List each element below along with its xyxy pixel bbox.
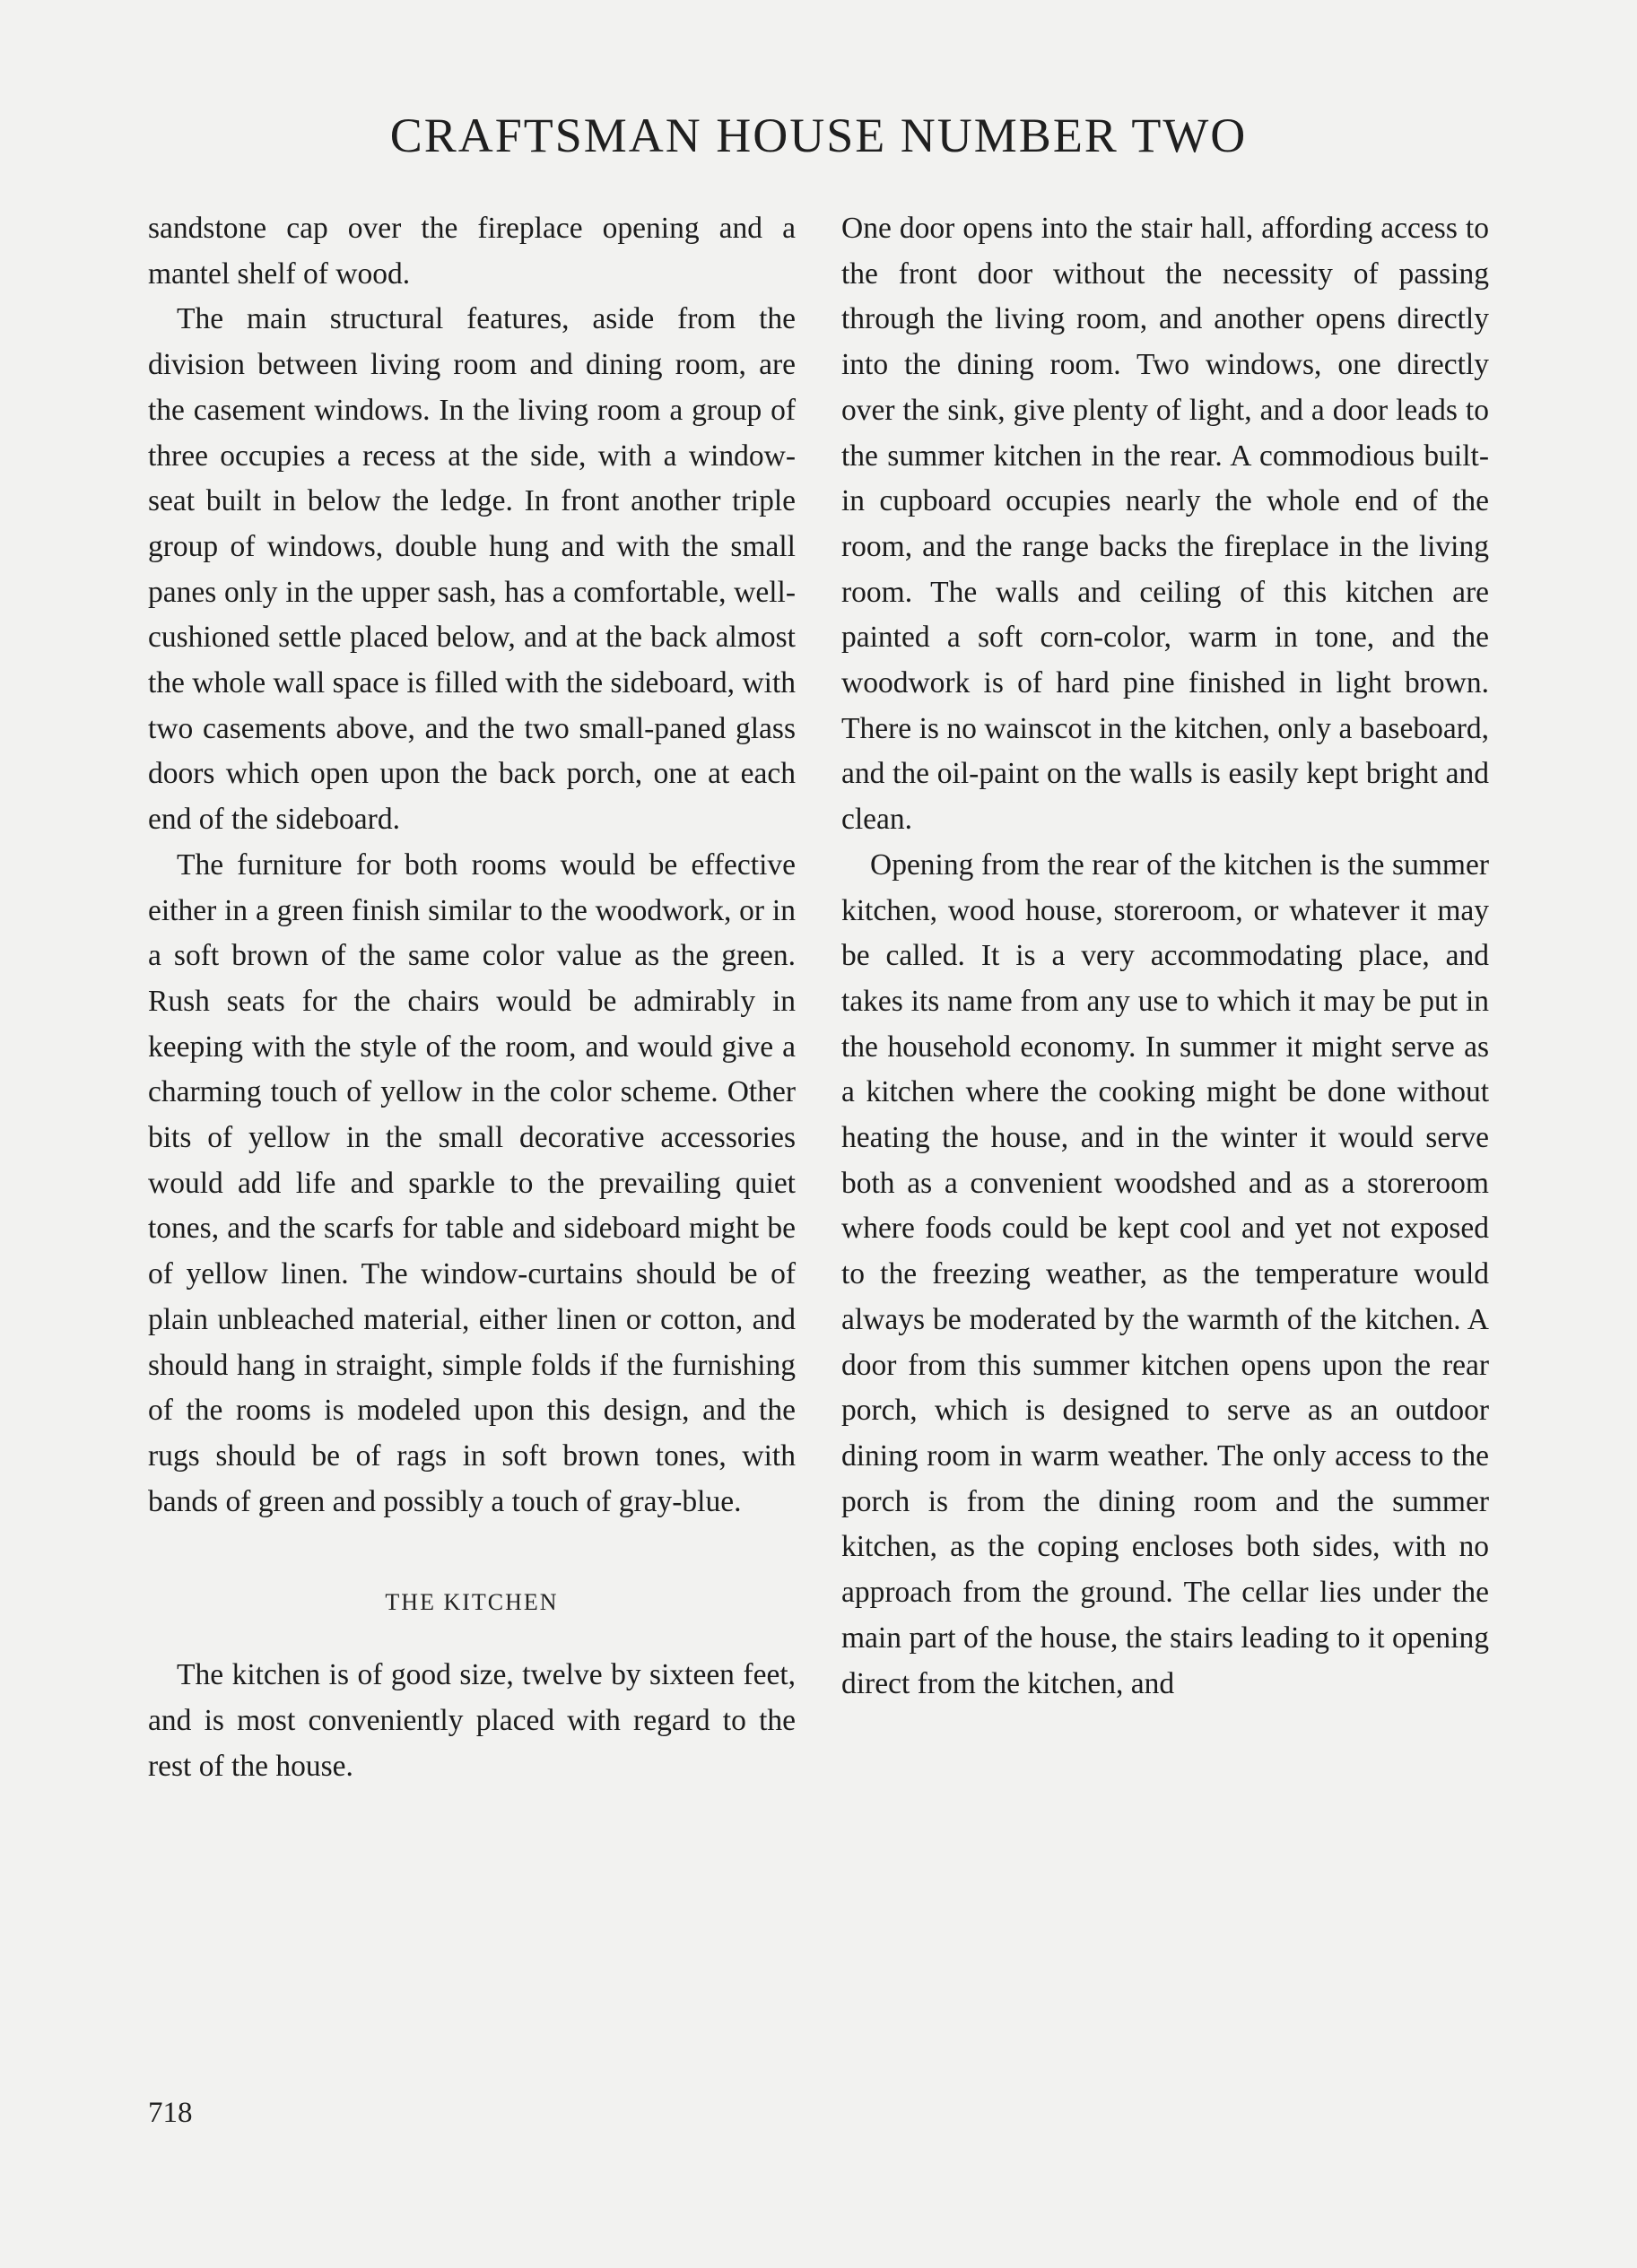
right-paragraph-2: Opening from the rear of the kitchen is the summer kitchen, wood house, storeroom, or whatever it may be called. It is a very accommodating place, and takes its name from any use to which it may be put in the household economy. In summer it might serve as a kitchen where the cooking might be done without heating the house, and in the winter it would serve both as a convenient woodshed and as a storeroom where foods could be kept cool and yet not exposed to the freezing weather, as the temperature would always be moderated by the warmth of the kitchen. A door from this summer kitchen opens upon the rear porch, which is designed to serve as an outdoor dining room in warm weather. The only access to the porch is from the dining room and the summer kitchen, as the coping encloses both sides, with no approach from the ground. The cellar lies under the main part of the house, the stairs leading to it opening direct from the kitchen, and: [841, 847, 1489, 1700]
left-paragraph-1: sandstone cap over the fireplace opening and a mantel shelf of wood.: [148, 212, 796, 291]
right-paragraph-1: One door opens into the stair hall, affording access to the front door without the necessity of passing through the living room, and another opens directly into the dining room. Two windows, one directly over the sink, give plenty of light, and a door leads to the summer kitchen in the rear. A commodious built-in cupboard occupies nearly the whole end of the room, and the range backs the fireplace in the living room. The walls and ceiling of this kitchen are painted a soft corn-color, warm in tone, and the woodwork is of hard pine finished in light brown. There is no wainscot in the kitchen, only a baseboard, and the oil-paint on the walls is easily kept bright and clean.: [841, 212, 1489, 837]
left-paragraph-2: The main structural features, aside from the division between living room and dining room, are the casement windows. In the living room a group of three occupies a recess at the side, with a window-seat built in below the ledge. In front another triple group of windows, double hung and with the small panes only in the upper sash, has a comfortable, well-cushioned settle placed below, and at the back almost the whole wall space is filled with the sideboard, with two casements above, and the two small-paned glass doors which open upon the back porch, one at each end of the sideboard.: [148, 302, 796, 837]
left-paragraph-4: The kitchen is of good size, twelve by sixteen feet, and is most conveniently placed with regard to the rest of the house.: [148, 1658, 796, 1783]
right-text-column: [841, 206, 1489, 1707]
page-number: 718: [148, 2097, 193, 2129]
left-paragraph-3: The furniture for both rooms would be effective either in a green finish similar to the woodwork, or in a soft brown of the same color value as the green. Rush seats for the chairs would be admirably in keeping with the style of the room, and would give a charming touch of yellow in the color scheme. Other bits of yellow in the small decorative accessories would add life and sparkle to the prevailing quiet tones, and the scarfs for table and sideboard might be of yellow linen. The window-curtains should be of plain unbleached material, either linen or cotton, and should hang in straight, simple folds if the furnishing of the rooms is modeled upon this design, and the rugs should be of rags in soft brown tones, with bands of green and possibly a touch of gray-blue.: [148, 847, 796, 1518]
section-heading-kitchen: THE KITCHEN: [385, 1589, 559, 1616]
left-text-column: [148, 206, 796, 1789]
running-head-title: CRAFTSMAN HOUSE NUMBER TWO: [389, 109, 1248, 162]
